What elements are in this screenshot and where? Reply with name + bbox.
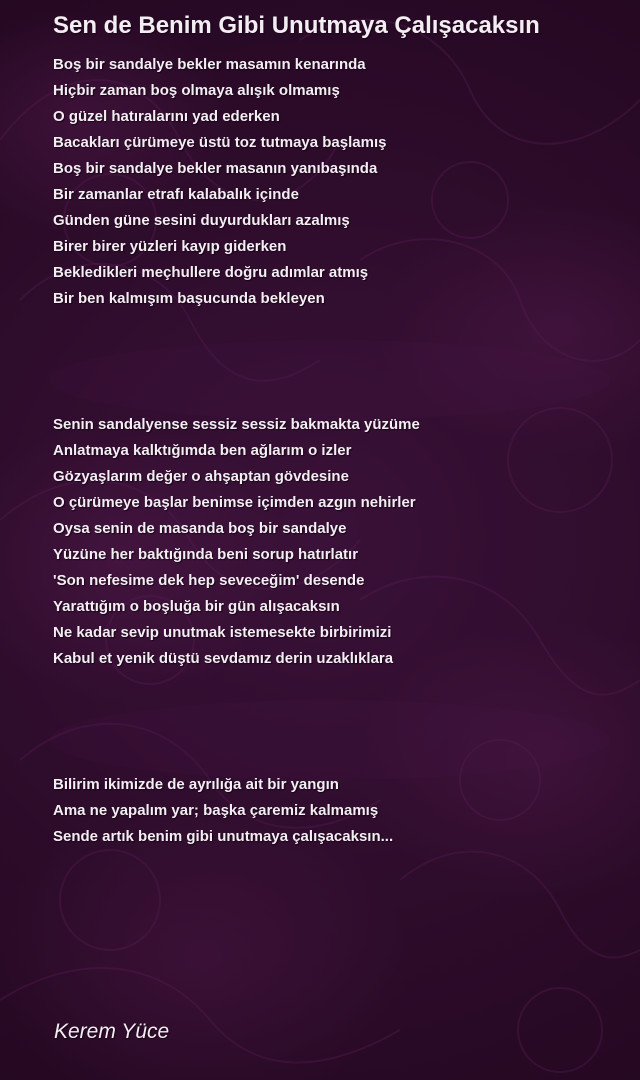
poem-title: Sen de Benim Gibi Unutmaya Çalışacaksın: [53, 12, 540, 39]
poem-line: Bir ben kalmışım başucunda bekleyen: [53, 290, 325, 307]
poem-line: Boş bir sandalye bekler masamın kenarında: [53, 56, 366, 73]
stanza-3: [53, 772, 393, 850]
poem-line: Gözyaşlarım değer o ahşaptan gövdesine: [53, 468, 349, 485]
poem-line: Bekledikleri meçhullere doğru adımlar atmış: [53, 264, 369, 281]
poem-line: Boş bir sandalye bekler masanın yanıbaşında: [53, 160, 378, 177]
poem-line: Senin sandalyense sessiz sessiz bakmakta yüzüme: [53, 416, 420, 433]
poem-line: O güzel hatıralarını yad ederken: [53, 108, 280, 125]
poem-line: Günden güne sesini duyurdukları azalmış: [53, 212, 350, 229]
poem-line: Sende artık benim gibi unutmaya çalışacaksın...: [53, 828, 394, 845]
stanza-1: [53, 52, 386, 312]
stanza-2: [53, 412, 420, 672]
poem-line: Ne kadar sevip unutmak istemesekte birbirimizi: [53, 624, 392, 641]
poem-line: O çürümeye başlar benimse içimden azgın nehirler: [53, 494, 416, 511]
poem-line: Bilirim ikimizde de ayrılığa ait bir yangın: [53, 776, 339, 793]
poem-line: Hiçbir zaman boş olmaya alışık olmamış: [53, 82, 340, 99]
poem-line: Oysa senin de masanda boş bir sandalye: [53, 520, 347, 537]
poem-line: 'Son nefesime dek hep seveceğim' desende: [53, 572, 365, 589]
poem-line: Bir zamanlar etrafı kalabalık içinde: [53, 186, 299, 203]
poem-line: Kabul et yenik düştü sevdamız derin uzaklıklara: [53, 650, 394, 667]
poem-line: Ama ne yapalım yar; başka çaremiz kalmamış: [53, 802, 379, 819]
poem-line: Anlatmaya kalktığımda ben ağlarım o izler: [53, 442, 352, 459]
poem-line: Yarattığım o boşluğa bir gün alışacaksın: [53, 598, 340, 615]
poem-author: Kerem Yüce: [54, 1020, 170, 1043]
poem-line: Yüzüne her baktığında beni sorup hatırlatır: [53, 546, 359, 563]
poem-line: Birer birer yüzleri kayıp giderken: [53, 238, 287, 255]
poem-line: Bacakları çürümeye üstü toz tutmaya başlamış: [53, 134, 387, 151]
